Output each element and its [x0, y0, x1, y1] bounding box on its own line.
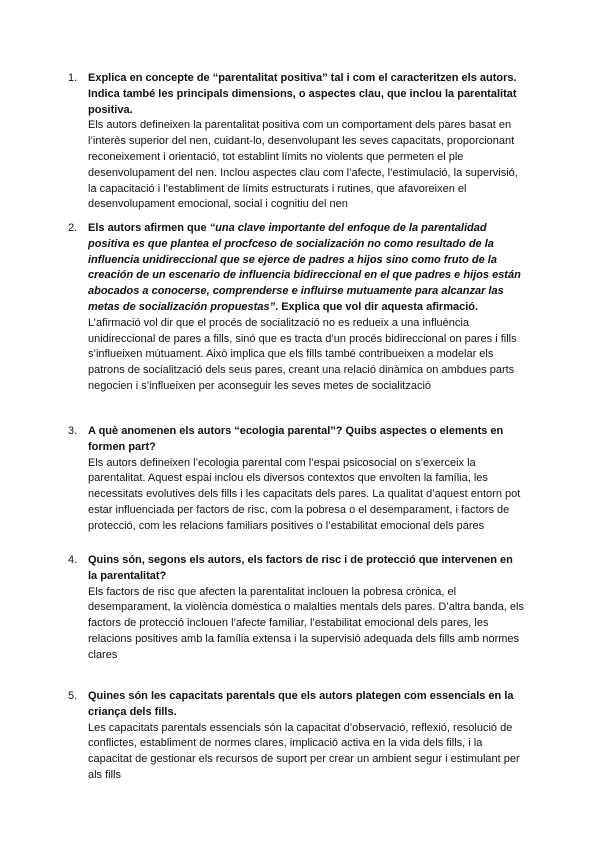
answer-text: Els autors defineixen la parentalitat positiva com un comportament dels pares basat en l’interès superior del nen, cuidant-lo, desenvolupant les seves capacitats, proporcionant reconeixement i orientació, tot establint límits no violents que permeten el ple desenvolupament del nen. Inclou aspectes clau com l’afecte, l’estimulació, la supervisió, la capacitació i l’establiment de límits estructurats i rutines, que afavoreixen el desenvolupament emocional, social i cognitiu del nen: [88, 119, 518, 211]
question-4: [68, 553, 524, 664]
question-number: 3.: [68, 425, 78, 437]
question-text: Quins són, segons els autors, els factors de risc i de protecció que intervenen en la parentalitat?: [88, 554, 513, 582]
question-number: 5.: [68, 690, 78, 702]
question-text: Quines són les capacitats parentals que els autors plategen com essencials en la criança dels fills.: [88, 690, 514, 718]
answer-text: Els factors de risc que afecten la parentalitat inclouen la pobresa crònica, el desemparament, la violència domèstica o malalties mentals dels pares. D’altra banda, els factors de protecció inclouen l’afecte familiar, l’estabilitat emocional dels pares, les relacions positives amb la família extensa i la supervisió adequada dels fills amb normes clares: [88, 585, 524, 661]
answer-text: Els autors defineixen l’ecologia parental com l’espai psicosocial on s’exerceix la parentalitat. Aquest espai inclou els diversos contextos que envolten la família, les necessitats evolutives dels fills i les capacitats dels pares. La qualitat d’aquest entorn pot estar influenciada per factors de risc, com la pobresa o el desemparament, i factors de protecció, com les relacions familiars positives o l’estabilitat emocional dels pares: [88, 456, 521, 532]
question-1: [68, 71, 524, 213]
question-text: [88, 221, 524, 316]
question-suffix: . Explica que vol dir aquesta afirmació.: [275, 300, 479, 313]
question-prefix: Els autors afirmen que: [88, 222, 210, 234]
question-5: [68, 689, 524, 784]
question-number: 4.: [68, 554, 78, 566]
question-2: [68, 221, 524, 395]
question-3: [68, 424, 524, 535]
question-text: A què anomenen els autors “ecologia parental”? Quibs aspectes o elements en formen part?: [88, 425, 504, 453]
question-quote: “una clave importante del enfoque de la parentalidad positiva es que plantea el procfceso de socialización no como resultado de la influencia unidireccional que se ejerce de padres a hijos sino como fruto de la creación de un escenario de influencia bidireccional en el que padres e hijos están abocados a conocerse, comprenderse e influirse mutuamente para alcanzar las metas de socialización propuestas”: [88, 222, 521, 313]
question-text: Explica en concepte de “parentalitat positiva” tal i com el caracteritzen els autors. Indica també les principals dimensions, o aspectes clau, que inclou la parentalitat positiva.: [88, 72, 517, 116]
question-number: 2.: [68, 222, 78, 234]
answer-text: Les capacitats parentals essencials són la capacitat d’observació, reflexió, resolució de conflictes, establiment de normes clares, implicació activa en la vida dels fills, i la capacitat de gestionar els recursos de suport per crear un ambient segur i estimulant per als fills: [88, 721, 520, 781]
question-number: 1.: [68, 72, 78, 84]
answer-text: L’afirmació vol dir que el procés de socialització no es redueix a una influència unidireccional de pares a fills, sinó que es tracta d’un procés bidireccional on pares i fills s’influeixen mútuament. Això implica que els fills també contribueixen a modelar els patrons de socialització dels seus pares, creant una relació dinàmica on ambdues parts negocien i s’influeixen per aconseguir les seves metes de socialització: [88, 316, 517, 392]
